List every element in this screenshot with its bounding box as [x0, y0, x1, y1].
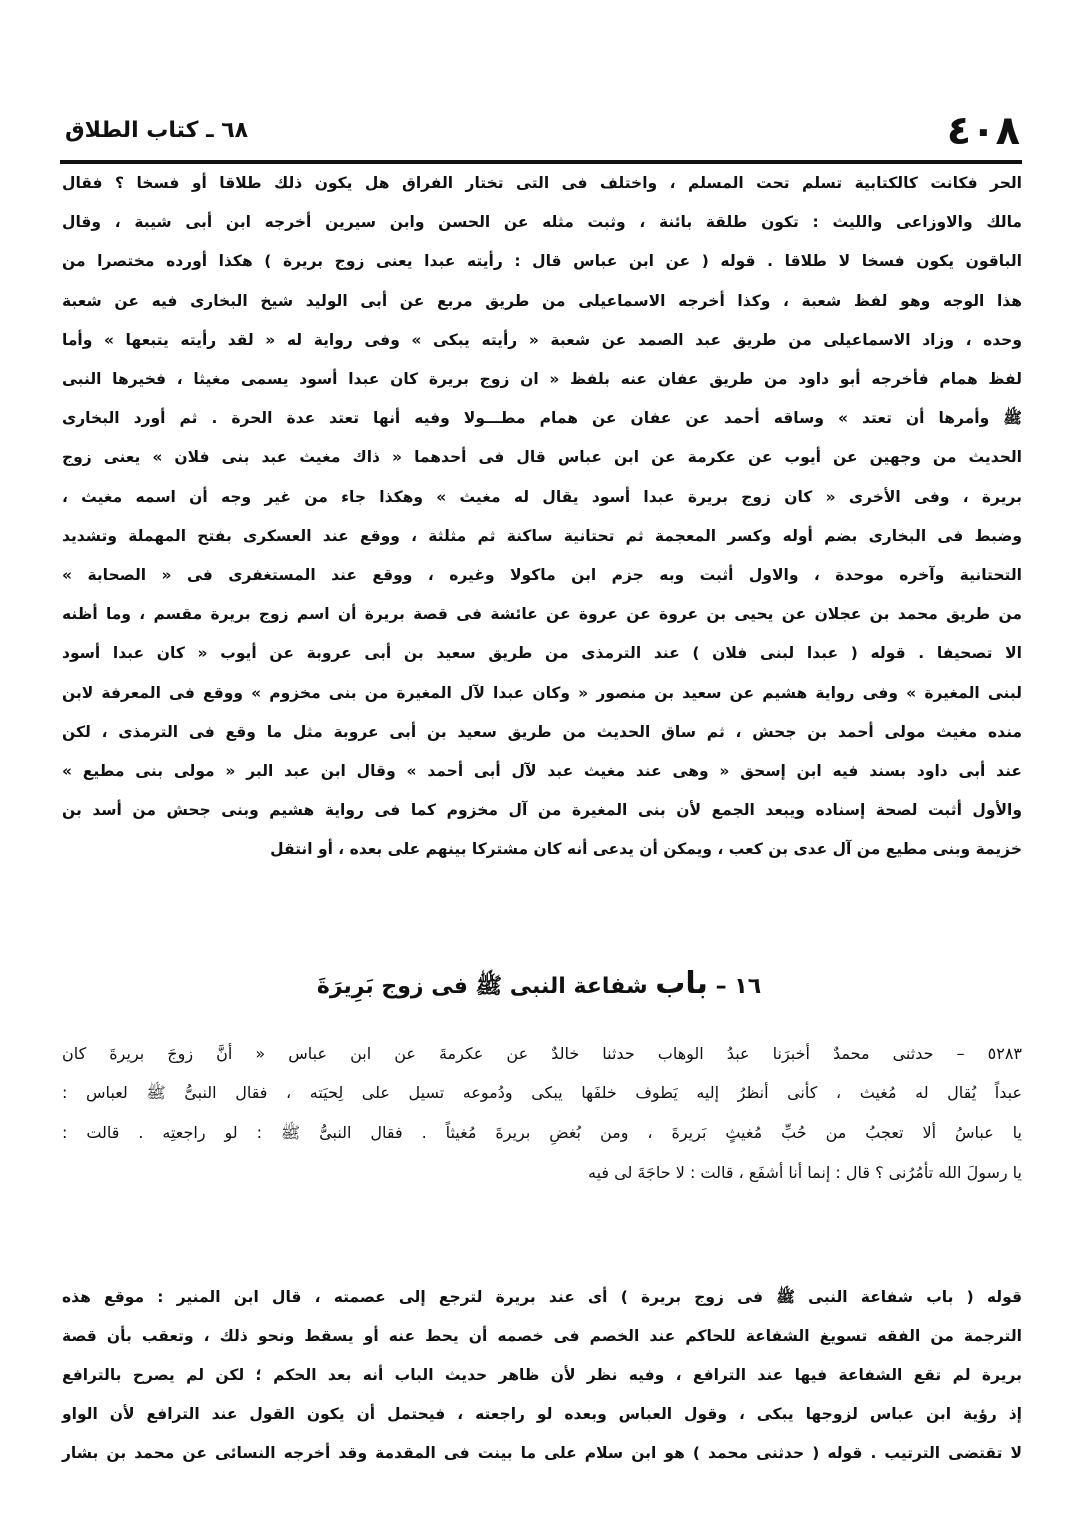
text-line: من طريق محمد بن عجلان عن يحيى بن عروة عن عروة عن عائشة فى قصة بريرة أن اسم زوج بريرة مقسم ، وما أظنه [62, 605, 1022, 624]
bab-title: شفاعة النبى ﷺ فى زوج بَرِيرَةَ [316, 974, 648, 999]
chapter-title: ٦٨ ـ كتاب الطلاق [65, 118, 249, 143]
text-line: لفظ همام فأخرجه أبو داود من طريق عفان عنه بلفظ « ان زوج بريرة كان عبدا أسود يسمى مغيثا ، فخيرها النبى [62, 370, 1022, 388]
text-line: منده مغيث مولى أحمد بن جحش ، ثم ساق الحديث من طريق سعيد بن أبى عروبة مثل ما وقع فى الترمذى ، لكن [62, 722, 1022, 741]
text-line: ﷺ وأمرها أن تعتد » وساقه أحمد عن عفان عن همام مطـــولا وفيه أنها تعتد عدة الحرة . ثم أورد البخارى [62, 409, 1022, 428]
text-line: وحده ، وزاد الاسماعيلى من طريق عبد الصمد عن شعبة « رأيته يبكى » وفى رواية له « لقد رأيته يتبعها » وأما [62, 330, 1022, 349]
text-line: الحديث من وجهين عن أيوب عن عكرمة عن ابن عباس قال فى أحدهما « ذاك مغيث عبد بنى فلان » يعنى زوج [62, 448, 1022, 467]
text-line: قوله ( باب شفاعة النبى ﷺ فى زوج بريرة ) أى عند بريرة لترجع إلى عصمته ، قال ابن المنير : موقع هذه [62, 1288, 1022, 1306]
text-line: الباقون يكون فسخا لا طلاقا . قوله ( عن ابن عباس قال : رأيته عبدا يعنى زوج بريرة ) هكذا أورده مختصرا من [62, 252, 1022, 271]
text-line: لا تقتضى الترتيب . قوله ( حدثنى محمد ) هو ابن سلام على ما بينت فى المقدمة وقد أخرجه النسائى عن محمد بن بشار [62, 1444, 1022, 1462]
text-line: التحتانية وآخره موحدة ، والاول أثبت وبه جزم ابن ماكولا وغيره ، ووقع عند المستغفرى فى « الصحابة » [62, 566, 1022, 584]
page-number: ٤٠٨ [946, 108, 1020, 154]
text-line: يا عباسُ ألا تعجبُ من حُبِّ مُغيثٍ بَريرةَ ، ومن بُغضِ بريرةَ مُغيثاً . فقال النبىُّ ﷺ : لو راجعتِه . قالت : [62, 1123, 1022, 1142]
bab-word: باب [655, 966, 708, 1001]
text-line: والأول أثبت لصحة إسناده ويبعد الجمع لأن بنى المغيرة من آل مخزوم كما فى رواية هشيم وبنى جحش من أسد بن [62, 801, 1022, 820]
text-line: مالك والاوزاعى والليث : تكون طلقة بائنة ، وثبت مثله عن الحسن وابن سيرين أخرجه ابن أبى شيبة ، وقال [62, 213, 1022, 232]
text-line: وضبط فى البخارى بضم أوله وكسر المعجمة ثم تحتانية ساكنة ثم مثلثة ، ووقع عند العسكرى بفتح المهملة وتشديد [62, 526, 1022, 545]
text-line: الحر فكانت كالكتابية تسلم تحت المسلم ، واختلف فى التى تختار الفراق هل يكون ذلك طلاقا أو فسخا ؟ فقال [62, 174, 1022, 192]
text-line: بريرة ، وفى الأخرى « كان زوج بريرة عبدا أسود يقال له مغيث » وهكذا جاء من غير وجه أن اسمه مغيث ، [62, 487, 1022, 506]
text-line: هذا الوجه وهو لفظ شعبة ، وكذا أخرجه الاسماعيلى من طريق مربع عن أبى الوليد شيخ البخارى فيه عن شعبة [62, 291, 1022, 310]
text-line: خزيمة وبنى مطيع من آل عدى بن كعب ، ويمكن أن يدعى أنه كان مشتركا بينهم على بعده ، أو انتقل [270, 840, 1022, 859]
text-line: الا تصحيفا . قوله ( عبدا لبنى فلان ) عند الترمذى من طريق سعيد بن أبى عروبة عن أيوب « كان عبدا أسود [62, 644, 1022, 663]
text-line: ٥٢٨٣ – حدثنى محمدٌ أخبرَنا عبدُ الوهاب حدثنا خالدٌ عن عكرمةَ عن ابن عباس « أنَّ زوجَ بريرةَ كان [62, 1044, 1022, 1063]
bab-heading [0, 966, 1078, 1004]
text-line: عند أبى داود بسند فيه ابن إسحق « وهى عند مغيث عبد لآل أبى أحمد » وقال ابن عبد البر « مولى بنى مطيع » [62, 762, 1022, 780]
text-line: عبداً يُقال له مُغيث ، كأنى أنظرُ إليه يَطوف خلفَها يبكى ودُموعه تسيل على لِحيَته ، فقال النبىُّ ﷺ لعباس : [62, 1083, 1022, 1102]
text-line: بريرة لم تقع الشفاعة فيها عند الترافع ، وفيه نظر لأن ظاهر حديث الباب أنه بعد الحكم ؛ لكن لم يصرح بالترافع [62, 1366, 1022, 1384]
bab-number: ١٦ – [715, 974, 762, 999]
text-line: يا رسولَ الله تأمُرُنى ؟ قال : إنما أنا أشفَع ، قالت : لا حاجَةَ لى فيه [587, 1163, 1022, 1182]
text-line: لبنى المغيرة » وفى رواية هشيم عن سعيد بن منصور « وكان عبدا لآل المغيرة من بنى مخزوم » ووقع فى المعرفة لابن [62, 683, 1022, 702]
header-rule [60, 160, 1022, 164]
text-line: إذ رؤية ابن عباس لزوجها يبكى ، وقول العباس وبعده لو راجعته ، فيحتمل أن يكون القول عند الترافع لأن الواو [62, 1405, 1022, 1423]
text-line: الترجمة من الفقه تسويغ الشفاعة للحاكم عند الخصم فى خصمه أن يحط عنه أو يسقط ونحو ذلك ، وتعقب بأن قصة [62, 1327, 1022, 1345]
